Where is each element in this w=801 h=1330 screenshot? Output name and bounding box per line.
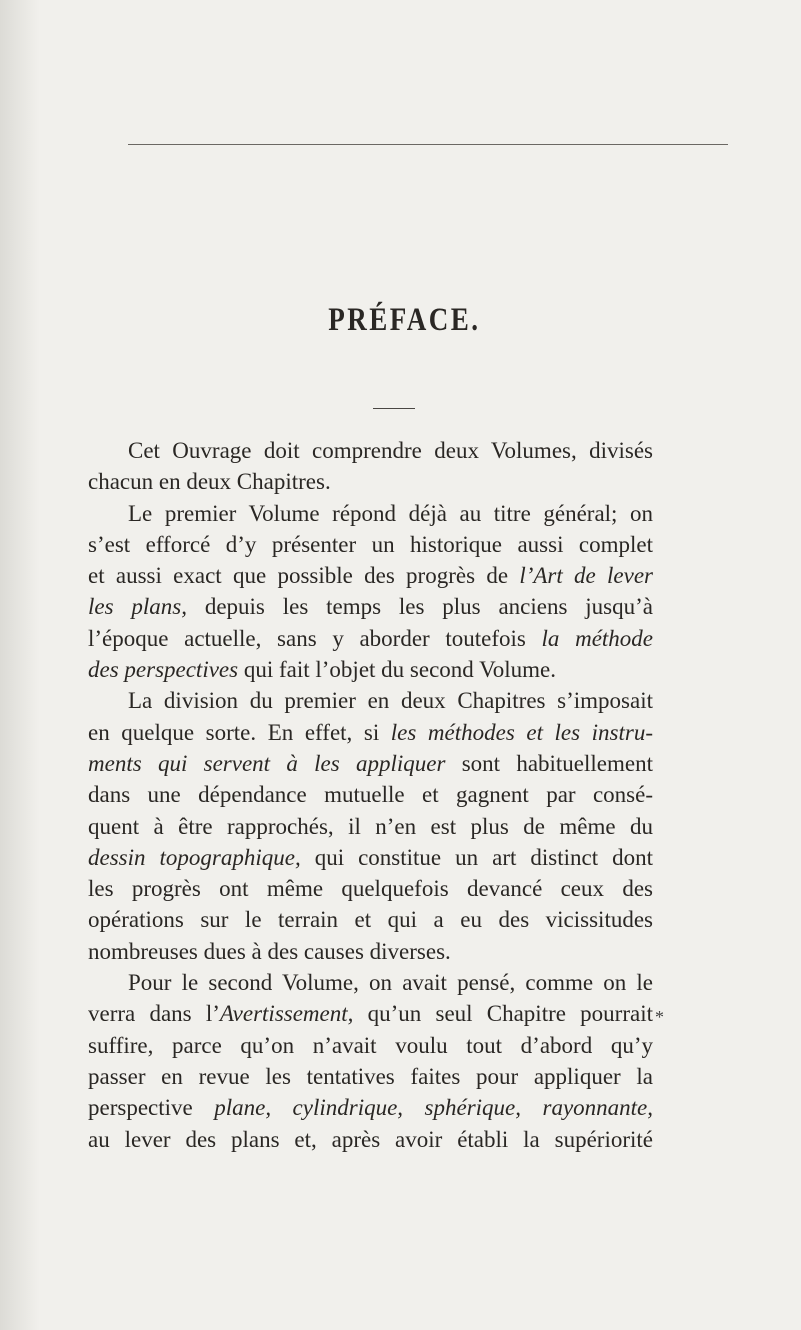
page-title: PRÉFACE. (328, 302, 481, 338)
preface-body (88, 435, 653, 1155)
text-run: passer en revue les tentatives faites pour appliquer la (88, 1063, 653, 1089)
text-line (88, 435, 653, 466)
text-line (88, 1030, 653, 1061)
text-line (88, 998, 653, 1029)
text-run: des perspectives (88, 657, 239, 683)
top-rule (128, 144, 728, 145)
text-run: Pour le second Volume, on avait pensé, comme on le (128, 970, 653, 996)
text-line (88, 1124, 653, 1155)
text-run: qui fait l’objet du second Volume. (238, 657, 557, 683)
title-rule (373, 408, 415, 409)
text-line (88, 748, 653, 779)
text-run: les plans, (88, 594, 187, 620)
text-run: Avertissement, (219, 1001, 354, 1027)
text-run: dessin topographique, (88, 844, 301, 870)
text-line (88, 936, 653, 967)
text-run: au lever des plans et, après avoir établi la supériorité (88, 1126, 653, 1152)
text-run: qu’un seul Chapitre pourrait (353, 1001, 653, 1027)
text-run: verra dans l’ (88, 1001, 220, 1027)
text-line (88, 591, 653, 622)
text-run: qui constitue un art distinct dont (300, 844, 653, 870)
text-run: la méthode (541, 625, 653, 651)
text-line (88, 466, 653, 497)
page-edge-shadow (0, 0, 40, 1330)
text-line (88, 779, 653, 810)
text-line (88, 685, 653, 716)
text-run: perspective (88, 1095, 215, 1121)
text-run: les méthodes et les instru- (390, 719, 654, 745)
text-line (88, 623, 653, 654)
text-run: depuis les temps les plus anciens jusqu’à (186, 594, 653, 620)
text-run: Cet Ouvrage doit comprendre deux Volumes, divisés (128, 438, 653, 463)
text-line (88, 967, 653, 998)
text-line (88, 560, 653, 591)
text-line (88, 498, 653, 529)
text-run: La division du premier en deux Chapitres s’imposait (128, 688, 653, 714)
text-run: suffire, parce qu’on n’avait voulu tout d’abord qu’y (88, 1032, 653, 1058)
text-line (88, 1092, 653, 1123)
text-run: Le premier Volume répond déjà au titre général; on (128, 500, 653, 526)
text-line (88, 717, 653, 748)
text-line (88, 654, 653, 685)
text-run: opérations sur le terrain et qui a eu des vicissitudes (88, 907, 653, 933)
text-line (88, 904, 653, 935)
text-run: nombreuses dues à des causes diverses. (88, 938, 451, 964)
text-line (88, 842, 653, 873)
text-run: l’époque actuelle, sans y aborder toutefois (88, 625, 542, 651)
text-run: chacun en deux Chapitres. (88, 469, 331, 495)
text-run: et aussi exact que possible des progrès de (88, 563, 520, 589)
text-run: l’Art de lever (519, 563, 653, 589)
text-run: plane, cylindrique, sphérique, rayonnante, (214, 1095, 653, 1121)
signature-mark: * (655, 1007, 664, 1027)
text-line (88, 811, 653, 842)
text-run: quent à être rapprochés, il n’en est plus de même du (88, 813, 653, 839)
text-run: sont habituellement (445, 750, 653, 776)
text-run: en quelque sorte. En effet, si (88, 719, 391, 745)
text-line (88, 1061, 653, 1092)
text-line (88, 529, 653, 560)
text-run: s’est efforcé d’y présenter un historique aussi complet (88, 531, 653, 557)
text-run: ments qui servent à les appliquer (88, 750, 446, 776)
text-run: dans une dépendance mutuelle et gagnent par consé- (88, 782, 653, 808)
text-run: les progrès ont même quelquefois devancé ceux des (88, 876, 653, 902)
text-line (88, 873, 653, 904)
